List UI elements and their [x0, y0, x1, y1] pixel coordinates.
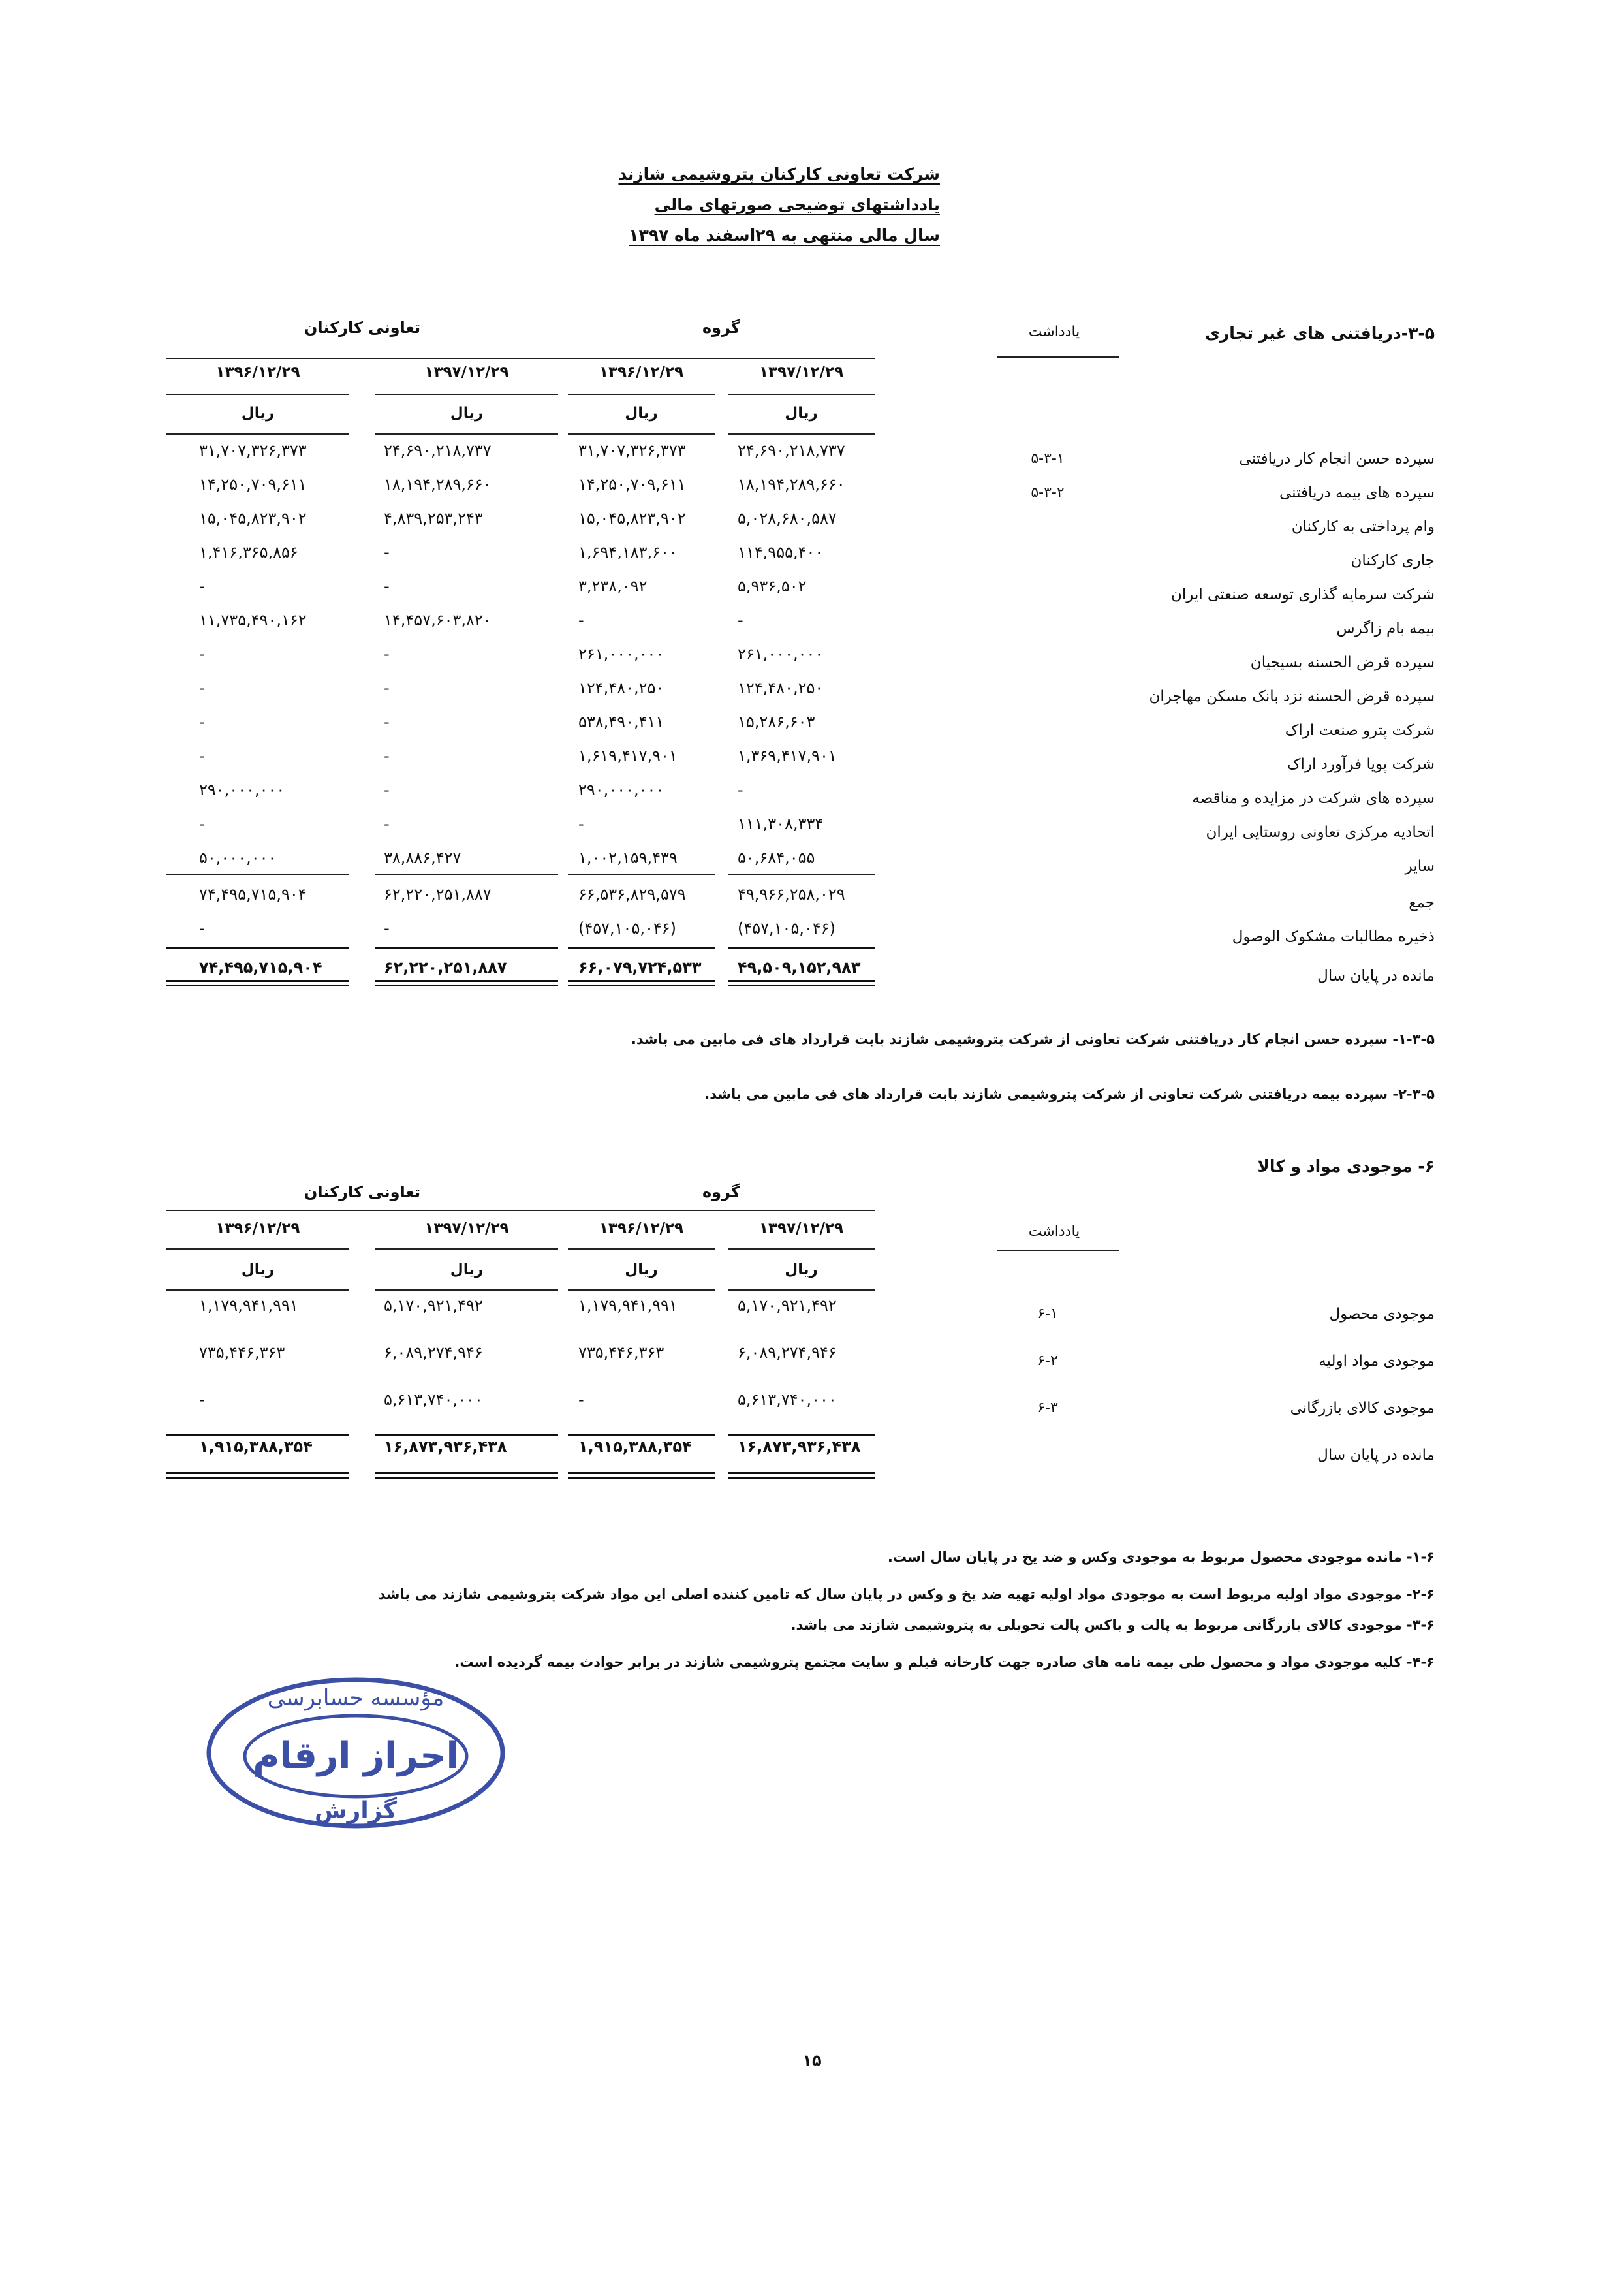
- fiscal-period: سال مالی منتهی به ۲۹اسفند ماه ۱۳۹۷: [629, 226, 940, 245]
- row-label: ذخیره مطالبات مشکوک الوصول: [1232, 928, 1435, 945]
- table-cell: ۲۹۰,۰۰۰,۰۰۰: [199, 781, 285, 799]
- table-cell: ۱۲۴,۴۸۰,۲۵۰: [738, 679, 824, 697]
- table-cell: ۱,۹۱۵,۳۸۸,۳۵۴: [199, 1438, 313, 1456]
- unit-underline: [375, 1289, 558, 1291]
- subtotal-rule: [568, 874, 715, 875]
- table-cell: ۱,۱۷۹,۹۴۱,۹۹۱: [199, 1297, 298, 1315]
- page-number: ۱۵: [802, 2051, 822, 2070]
- table-cell: ۱,۶۱۹,۴۱۷,۹۰۱: [578, 747, 678, 765]
- total-double-rule: [728, 1472, 875, 1474]
- unit-label: ریال: [785, 1261, 818, 1278]
- table-cell: ۱۵,۰۴۵,۸۲۳,۹۰۲: [578, 509, 686, 528]
- table-cell: ۶,۰۸۹,۲۷۴,۹۴۶: [384, 1344, 483, 1362]
- row-label: سپرده های شرکت در مزایده و مناقصه: [1192, 790, 1435, 807]
- table-cell: ۱۱,۷۳۵,۴۹۰,۱۶۲: [199, 611, 307, 629]
- table-cell: -: [199, 645, 205, 663]
- group-header-rule: [166, 358, 875, 359]
- table-cell: ۱,۱۷۹,۹۴۱,۹۹۱: [578, 1297, 678, 1315]
- unit-label: ریال: [450, 1261, 484, 1278]
- table-cell: (۴۵۷,۱۰۵,۰۴۶): [738, 919, 835, 938]
- col-date-coop-1397: ۱۳۹۷/۱۲/۲۹: [424, 1220, 509, 1237]
- total-rule-top: [568, 947, 715, 949]
- table-cell: -: [384, 577, 390, 595]
- total-double-rule: [375, 985, 558, 986]
- table-cell: -: [199, 679, 205, 697]
- table-cell: ۲۹۰,۰۰۰,۰۰۰: [578, 781, 664, 799]
- table-cell: (۴۵۷,۱۰۵,۰۴۶): [578, 919, 676, 938]
- footnote: ۱-۶- مانده موجودی محصول مربوط به موجودی وکس و ضد یخ در پایان سال است.: [887, 1549, 1435, 1565]
- table-cell: ۷۴,۴۹۵,۷۱۵,۹۰۴: [199, 958, 322, 977]
- total-rule-top: [728, 1434, 875, 1436]
- table-cell: ۵,۱۷۰,۹۲۱,۴۹۲: [738, 1297, 837, 1315]
- table-cell: ۴۹,۹۶۶,۲۵۸,۰۲۹: [738, 885, 845, 904]
- table-cell: -: [578, 815, 584, 833]
- col-date-group-1397: ۱۳۹۷/۱۲/۲۹: [758, 364, 844, 381]
- footnote: ۳-۶- موجودی کالای بازرگانی مربوط به پالت و باکس پالت تحویلی به پتروشیمی شازند می باشد.: [790, 1617, 1435, 1633]
- table-cell: ۴,۸۳۹,۲۵۳,۲۴۳: [384, 509, 483, 528]
- unit-underline: [166, 433, 349, 435]
- table-cell: ۷۳۵,۴۴۶,۳۶۳: [578, 1344, 664, 1362]
- table-cell: ۱,۴۱۶,۳۶۵,۸۵۶: [199, 543, 298, 561]
- unit-underline: [166, 1289, 349, 1291]
- total-double-rule: [375, 1472, 558, 1474]
- table-cell: -: [384, 543, 390, 561]
- note-column-header: یادداشت: [1028, 1223, 1080, 1240]
- table-cell: ۶۶,۵۳۶,۸۲۹,۵۷۹: [578, 885, 686, 904]
- table-cell: ۱,۹۱۵,۳۸۸,۳۵۴: [578, 1438, 692, 1456]
- date-underline: [728, 1248, 875, 1250]
- row-label: موجودی کالای بازرگانی: [1290, 1400, 1435, 1417]
- row-note-ref: ۶-۲: [1037, 1353, 1058, 1369]
- table-cell: -: [384, 919, 390, 938]
- table-cell: ۱,۶۹۴,۱۸۳,۶۰۰: [578, 543, 678, 561]
- table-cell: ۲۴,۶۹۰,۲۱۸,۷۳۷: [738, 441, 845, 460]
- table-cell: -: [199, 919, 205, 938]
- footnote: ۲-۳-۵- سپرده بیمه دریافتنی شرکت تعاونی از شرکت پتروشیمی شازند بابت قرارداد های فی مابین می باشد.: [704, 1086, 1435, 1102]
- total-double-rule: [375, 1477, 558, 1479]
- total-double-rule: [568, 985, 715, 986]
- table-cell: ۱۲۴,۴۸۰,۲۵۰: [578, 679, 664, 697]
- unit-underline: [728, 433, 875, 435]
- footnote: ۲-۶- موجودی مواد اولیه مربوط است به موجودی مواد اولیه تهیه ضد یخ و وکس در پایان سال که تامین کننده اصلی این مواد شرکت پتروشیمی شازند می باشد: [378, 1586, 1435, 1602]
- col-date-group-1396: ۱۳۹۶/۱۲/۲۹: [599, 1220, 684, 1237]
- subtotal-rule: [166, 874, 349, 875]
- date-underline: [166, 1248, 349, 1250]
- table-cell: ۱۴,۴۵۷,۶۰۳,۸۲۰: [384, 611, 492, 629]
- document-subtitle: یادداشتهای توضیحی صورتهای مالی: [654, 195, 940, 214]
- row-label: مانده در پایان سال: [1317, 968, 1435, 985]
- table-cell: ۲۶۱,۰۰۰,۰۰۰: [738, 645, 824, 663]
- subtotal-rule: [375, 874, 558, 875]
- unit-label: ریال: [785, 405, 818, 422]
- auditor-stamp: [202, 1671, 509, 1835]
- total-rule-top: [166, 947, 349, 949]
- table-cell: -: [199, 713, 205, 731]
- col-date-coop-1396: ۱۳۹۶/۱۲/۲۹: [215, 1220, 300, 1237]
- total-double-rule: [568, 1472, 715, 1474]
- unit-underline: [568, 433, 715, 435]
- table-cell: ۵,۶۱۳,۷۴۰,۰۰۰: [384, 1391, 483, 1409]
- row-note-ref: ۵-۳-۲: [1031, 484, 1065, 501]
- table-cell: ۱۶,۸۷۳,۹۳۶,۴۳۸: [738, 1438, 861, 1456]
- document-header: [0, 159, 940, 251]
- table-cell: -: [738, 781, 743, 799]
- table-cell: ۱,۰۰۲,۱۵۹,۴۳۹: [578, 849, 678, 867]
- table-cell: ۳۸,۸۸۶,۴۲۷: [384, 849, 461, 867]
- stamp-line-1: مؤسسه حسابرسی: [267, 1685, 445, 1711]
- row-label: موجودی محصول: [1329, 1306, 1435, 1323]
- table-cell: ۱۸,۱۹۴,۲۸۹,۶۶۰: [738, 475, 845, 494]
- total-rule-top: [375, 947, 558, 949]
- date-underline: [375, 394, 558, 395]
- row-label: سپرده حسن انجام کار دریافتنی: [1239, 450, 1435, 467]
- row-label: شرکت سرمایه گذاری توسعه صنعتی ایران: [1170, 586, 1435, 603]
- total-double-rule: [728, 1477, 875, 1479]
- row-label: جمع: [1409, 894, 1435, 911]
- row-label: مانده در پایان سال: [1317, 1447, 1435, 1464]
- table-cell: ۳,۲۳۸,۰۹۲: [578, 577, 648, 595]
- company-title: شرکت تعاونی کارکنان پتروشیمی شازند: [618, 165, 940, 183]
- total-double-rule: [568, 1477, 715, 1479]
- table-cell: ۵,۱۷۰,۹۲۱,۴۹۲: [384, 1297, 483, 1315]
- table-cell: ۴۹,۵۰۹,۱۵۲,۹۸۳: [738, 958, 861, 977]
- table-cell: ۵۰,۶۸۴,۰۵۵: [738, 849, 815, 867]
- table-cell: ۵,۰۲۸,۶۸۰,۵۸۷: [738, 509, 837, 528]
- table-cell: -: [384, 679, 390, 697]
- section-heading-receivables: ۳-۵-دریافتنی های غیر تجاری: [1204, 324, 1435, 343]
- unit-label: ریال: [625, 405, 658, 422]
- table-cell: ۶۶,۰۷۹,۷۲۴,۵۳۳: [578, 958, 702, 977]
- col-date-coop-1397: ۱۳۹۷/۱۲/۲۹: [424, 364, 509, 381]
- table-cell: ۳۱,۷۰۷,۳۲۶,۳۷۳: [578, 441, 686, 460]
- unit-underline: [375, 433, 558, 435]
- table-cell: ۱۶,۸۷۳,۹۳۶,۴۳۸: [384, 1438, 507, 1456]
- total-double-rule: [166, 1472, 349, 1474]
- table-cell: ۶۲,۲۲۰,۲۵۱,۸۸۷: [384, 958, 507, 977]
- group-column-header: گروه: [702, 1183, 740, 1201]
- row-label: سپرده های بیمه دریافتنی: [1279, 484, 1435, 501]
- unit-label: ریال: [625, 1261, 658, 1278]
- table-cell: -: [738, 611, 743, 629]
- table-cell: -: [384, 645, 390, 663]
- coop-column-header: تعاونی کارکنان: [304, 1183, 421, 1201]
- total-double-rule: [728, 985, 875, 986]
- unit-label: ریال: [450, 405, 484, 422]
- subtotal-rule: [728, 874, 875, 875]
- unit-label: ریال: [241, 405, 275, 422]
- table-cell: -: [199, 1391, 205, 1409]
- group-column-header: گروه: [702, 319, 740, 337]
- row-label: بیمه بام زاگرس: [1336, 620, 1435, 637]
- table-cell: ۷۴,۴۹۵,۷۱۵,۹۰۴: [199, 885, 307, 904]
- col-date-group-1396: ۱۳۹۶/۱۲/۲۹: [599, 364, 684, 381]
- table-cell: -: [578, 611, 584, 629]
- row-note-ref: ۵-۳-۱: [1031, 450, 1065, 467]
- table-cell: ۱۵,۲۸۶,۶۰۳: [738, 713, 815, 731]
- footnote: ۱-۳-۵- سپرده حسن انجام کار دریافتنی شرکت تعاونی از شرکت پتروشیمی شازند بابت قرارداد های فی مابین می باشد.: [631, 1032, 1435, 1047]
- table-cell: ۶۲,۲۲۰,۲۵۱,۸۸۷: [384, 885, 492, 904]
- note-header-underline: [997, 356, 1119, 358]
- total-double-rule: [166, 985, 349, 986]
- total-double-rule: [166, 980, 349, 982]
- table-cell: ۱۱۴,۹۵۵,۴۰۰: [738, 543, 824, 561]
- table-cell: -: [199, 577, 205, 595]
- row-label: وام پرداختی به کارکنان: [1291, 518, 1435, 535]
- unit-underline: [728, 1289, 875, 1291]
- date-underline: [728, 394, 875, 395]
- date-underline: [166, 394, 349, 395]
- total-double-rule: [166, 1477, 349, 1479]
- row-label: سپرده قرض الحسنه بسیجیان: [1250, 654, 1435, 671]
- row-note-ref: ۶-۱: [1037, 1306, 1058, 1322]
- total-rule-top: [166, 1434, 349, 1436]
- table-cell: -: [384, 747, 390, 765]
- table-cell: ۱۸,۱۹۴,۲۸۹,۶۶۰: [384, 475, 492, 494]
- table-cell: -: [199, 815, 205, 833]
- table-cell: ۵,۶۱۳,۷۴۰,۰۰۰: [738, 1391, 837, 1409]
- note-header-underline: [997, 1250, 1119, 1251]
- date-underline: [375, 1248, 558, 1250]
- table-cell: ۲۶۱,۰۰۰,۰۰۰: [578, 645, 664, 663]
- total-rule-top: [728, 947, 875, 949]
- date-underline: [568, 1248, 715, 1250]
- table-cell: ۵۰,۰۰۰,۰۰۰: [199, 849, 277, 867]
- total-rule-top: [375, 1434, 558, 1436]
- stamp-line-3: گزارش: [314, 1797, 398, 1824]
- footnote: ۴-۶- کلیه موجودی مواد و محصول طی بیمه نامه های صادره جهت کارخانه فیلم و سایت مجتمع پتروشیمی شازند در برابر حوادث بیمه گردیده است.: [454, 1654, 1435, 1670]
- stamp-line-2: احراز ارقام: [253, 1735, 459, 1777]
- table-cell: ۵,۹۳۶,۵۰۲: [738, 577, 807, 595]
- table-cell: -: [578, 1391, 584, 1409]
- date-underline: [568, 394, 715, 395]
- row-label: جاری کارکنان: [1351, 552, 1435, 569]
- table-cell: ۵۳۸,۴۹۰,۴۱۱: [578, 713, 664, 731]
- table-cell: ۷۳۵,۴۴۶,۳۶۳: [199, 1344, 285, 1362]
- table-cell: -: [384, 713, 390, 731]
- table-cell: ۱۱۱,۳۰۸,۳۳۴: [738, 815, 824, 833]
- table-cell: ۲۴,۶۹۰,۲۱۸,۷۳۷: [384, 441, 492, 460]
- table-cell: ۱۴,۲۵۰,۷۰۹,۶۱۱: [199, 475, 307, 494]
- total-rule-top: [568, 1434, 715, 1436]
- total-double-rule: [375, 980, 558, 982]
- table-cell: -: [384, 815, 390, 833]
- row-label: شرکت پترو صنعت اراک: [1285, 722, 1435, 739]
- row-note-ref: ۶-۳: [1037, 1400, 1058, 1416]
- row-label: اتحادیه مرکزی تعاونی روستایی ایران: [1206, 824, 1435, 841]
- table-cell: ۱,۳۶۹,۴۱۷,۹۰۱: [738, 747, 837, 765]
- total-double-rule: [728, 980, 875, 982]
- row-label: شرکت پویا فرآورد اراک: [1287, 756, 1435, 773]
- col-date-group-1397: ۱۳۹۷/۱۲/۲۹: [758, 1220, 844, 1237]
- table-cell: ۱۴,۲۵۰,۷۰۹,۶۱۱: [578, 475, 686, 494]
- total-double-rule: [568, 980, 715, 982]
- table-cell: ۱۵,۰۴۵,۸۲۳,۹۰۲: [199, 509, 307, 528]
- note-column-header: یادداشت: [1028, 324, 1080, 340]
- unit-label: ریال: [241, 1261, 275, 1278]
- section-heading-inventory: ۶- موجودی مواد و کالا: [1257, 1157, 1435, 1176]
- row-label: سپرده قرض الحسنه نزد بانک مسکن مهاجران: [1149, 688, 1435, 705]
- table-cell: -: [384, 781, 390, 799]
- coop-column-header: تعاونی کارکنان: [304, 319, 421, 337]
- table-cell: ۳۱,۷۰۷,۳۲۶,۳۷۳: [199, 441, 307, 460]
- row-label: سایر: [1405, 858, 1435, 875]
- table-cell: -: [199, 747, 205, 765]
- col-date-coop-1396: ۱۳۹۶/۱۲/۲۹: [215, 364, 300, 381]
- group-header-rule: [166, 1210, 875, 1211]
- unit-underline: [568, 1289, 715, 1291]
- table-cell: ۶,۰۸۹,۲۷۴,۹۴۶: [738, 1344, 837, 1362]
- row-label: موجودی مواد اولیه: [1319, 1353, 1435, 1370]
